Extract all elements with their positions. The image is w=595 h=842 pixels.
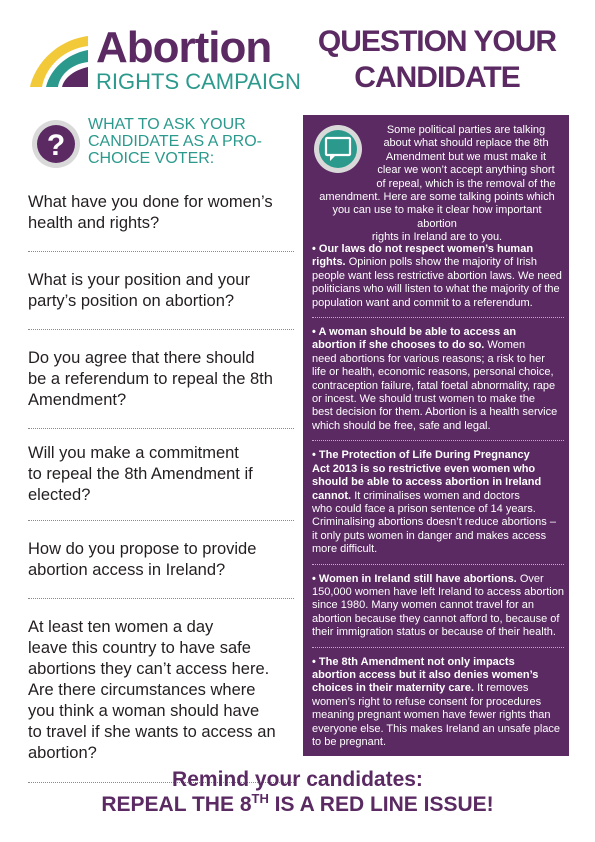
divider: [28, 428, 294, 429]
title-line-2: CANDIDATE: [354, 61, 520, 94]
question-5: How do you propose to provide abortion access in Ireland?: [28, 540, 257, 579]
talking-point-3: • The Protection of Life During Pregnancy Act 2013 is so restrictive even women who should be able to access abortion in Ireland cannot. It criminalises women and doctors who could face a prison sentence of 14 years. Criminalising abortions doesn’t reduce abortions – it only puts women in danger and makes access more difficult.: [312, 449, 556, 556]
logo: [28, 23, 301, 94]
divider: [28, 520, 294, 521]
page-title: [302, 24, 572, 96]
logo-subtitle: RIGHTS CAMPAIGN: [96, 69, 301, 94]
divider: [28, 598, 294, 599]
footer-slogan: REPEAL THE 8TH IS A RED LINE ISSUE!: [101, 791, 494, 816]
question-mark-icon: [31, 119, 81, 169]
questions-list: [28, 192, 294, 783]
talking-points: [312, 243, 564, 749]
question-3: Do you agree that there should be a referendum to repeal the 8th Amendment?: [28, 349, 273, 409]
divider: [28, 251, 294, 252]
divider: [312, 317, 564, 318]
logo-title: Abortion: [96, 23, 272, 72]
footer-reminder: Remind your candidates:: [172, 768, 423, 791]
question-1: What have you done for women’s health and rights?: [28, 193, 273, 232]
panel-intro: Some political parties are talking about what should replace the 8th Amendment but we must make it clear we won’t accept anything short of repeal, which is the removal of the amendment. Here are some talking points which you can use to make it clear how important abortion rights in Ireland are to you.: [319, 124, 556, 244]
divider: [28, 329, 294, 330]
svg-text:?: ?: [46, 129, 66, 162]
talking-point-1: • Our laws do not respect women’s human rights. Opinion polls show the majority of Irish people want less restrictive abortion laws. We need politicians who will listen to what the majority of the population want and commit to a referendum.: [312, 243, 562, 309]
title-line-1: QUESTION YOUR: [317, 25, 557, 58]
divider: [312, 647, 564, 648]
speech-bubble-icon: [313, 124, 363, 174]
question-6: At least ten women a day leave this country to have safe abortions they can’t access here. Are there circumstances where you think a woman should have to travel if she wants to access an abortion?: [28, 618, 276, 762]
divider: [312, 440, 564, 441]
intro-heading: WHAT TO ASK YOUR CANDIDATE AS A PRO- CHOICE VOTER:: [88, 116, 262, 167]
divider: [312, 564, 564, 565]
talking-point-2: • A woman should be able to access an abortion if she chooses to do so. Women need abortions for various reasons; a risk to her life or health, economic reasons, personal choice, contraception failure, fatal foetal abnormality, rape or incest. We should trust women to make the best decision for them. Abortion is a health service which should be free, safe and legal.: [312, 326, 558, 432]
question-4: Will you make a commitment to repeal the 8th Amendment if elected?: [28, 444, 253, 504]
talking-point-4: • Women in Ireland still have abortions. Over 150,000 women have left Ireland to access abortion since 1980. Many women cannot travel for an abortion because they cannot afford to, because of their immigration status or because of their health.: [312, 572, 564, 639]
question-2: What is your position and your party’s position on abortion?: [28, 271, 250, 310]
talking-points-panel: [303, 115, 569, 756]
logo-mark-icon: [28, 32, 90, 88]
talking-point-5: • The 8th Amendment not only impacts abortion access but it also denies women’s choices in their maternity care. It removes women’s right to refuse consent for procedures meaning pregnant women have fewer rights than everyone else. This makes Ireland an unsafe place to be pregnant.: [312, 655, 561, 748]
